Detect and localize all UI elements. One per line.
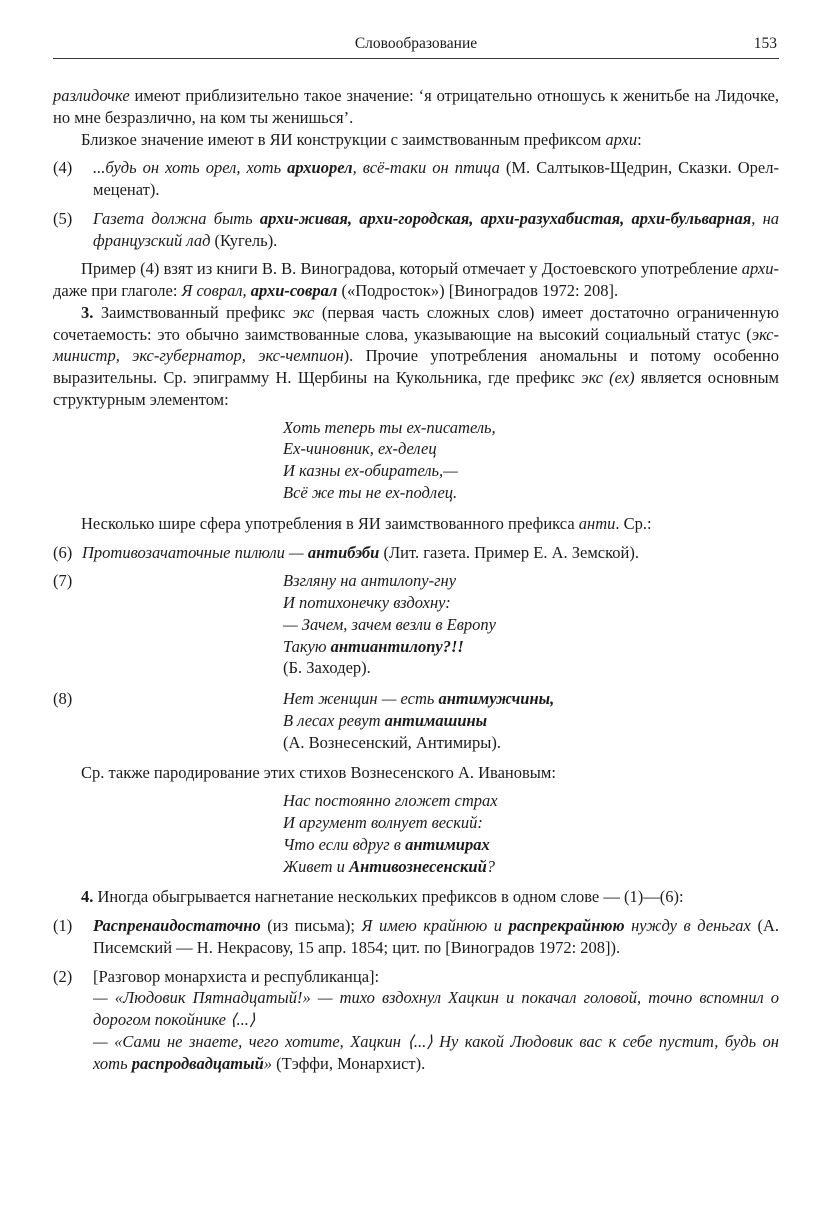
text-run: . Ср.: bbox=[615, 513, 652, 533]
text-run: (первая часть сложных слов) имеет достаточно ограниченную сочетаемость: это обычно заимствованные слова, указывающие на высокий социальный статус ( bbox=[53, 302, 779, 344]
numbered-example bbox=[53, 157, 779, 201]
text-run: Нет женщин — есть bbox=[283, 689, 439, 709]
text-run: разлидочке bbox=[53, 86, 130, 105]
running-title: Словообразование bbox=[354, 35, 478, 52]
text-run: (Тэффи, Монархист). bbox=[272, 1053, 426, 1073]
text-run: Антивознесенский bbox=[349, 856, 487, 876]
text-run: анти bbox=[578, 513, 616, 533]
verse-line bbox=[283, 834, 779, 856]
text-run: Что если вдруг в bbox=[283, 834, 406, 854]
text-run: антимужчины, bbox=[438, 689, 555, 709]
text-run: архи-живая, архи-городская, архи-разухабистая, архи-бульварная bbox=[259, 208, 752, 228]
text-run: (Лит. газета. Пример Е. А. Земской). bbox=[379, 542, 639, 562]
text-run: Распренаидостаточно bbox=[93, 916, 261, 936]
example-body bbox=[93, 966, 779, 1075]
text-run: антибэби bbox=[307, 542, 380, 562]
numbered-example bbox=[53, 542, 779, 564]
paragraph bbox=[53, 129, 779, 151]
text-run: Такую bbox=[283, 636, 331, 656]
verse-line bbox=[283, 438, 779, 460]
text-run: И аргумент волнует веский: bbox=[283, 812, 483, 832]
example-number: (8) bbox=[53, 689, 73, 709]
text-run: Всё же ты не ех-подлец. bbox=[283, 483, 458, 503]
text-run: [Разговор монархиста и республиканца]: bbox=[93, 966, 380, 986]
example-body bbox=[82, 542, 779, 564]
text-run: Нас постоянно гложет страх bbox=[283, 791, 498, 811]
numbered-example bbox=[53, 208, 779, 252]
text-run: Живет и bbox=[283, 856, 350, 876]
text-run: (А. Писемский — Н. Некрасову, 15 апр. 1854; цит. по [Виноградов 1972: 208]). bbox=[93, 916, 779, 957]
text-run: архи-соврал bbox=[250, 281, 338, 301]
numbered-example bbox=[53, 966, 779, 1075]
example-paragraph bbox=[93, 157, 779, 201]
text-run: , на французский лад bbox=[93, 208, 780, 250]
example-number: (6) bbox=[53, 542, 73, 562]
page-content bbox=[53, 85, 779, 1074]
verse-block bbox=[53, 570, 779, 679]
text-run: Ех-чиновник, ех-делец bbox=[283, 439, 437, 459]
verse-block bbox=[53, 790, 779, 877]
verse-block bbox=[53, 688, 779, 753]
paragraph bbox=[53, 513, 779, 535]
text-run: » bbox=[263, 1053, 273, 1073]
text-run: , всё-таки он птица bbox=[352, 158, 500, 178]
text-run: экс-министр, экс-губернатор, экс-чемпион bbox=[53, 324, 779, 366]
text-run: (из письма); bbox=[260, 916, 362, 936]
text-run: — «Сами не знаете, чего хотите, Хацкин ⟨...⟩ Ну какой Людовик вас к себе пустит, будь он хоть bbox=[93, 1031, 779, 1073]
verse-line bbox=[283, 482, 779, 504]
verse-line bbox=[283, 688, 779, 710]
text-run: архиорел bbox=[287, 158, 353, 178]
text-run: распрекрайнюю bbox=[508, 916, 625, 936]
text-run: ). Прочие употребления аномальны и потому особенно выразительны. Ср. эпиграмму Н. Щербины на Кукольника, где префикс bbox=[53, 346, 779, 388]
text-run: 4. bbox=[81, 887, 94, 907]
text-run: Близкое значение имеют в ЯИ конструкции с заимствованным префиксом bbox=[81, 129, 606, 149]
example-paragraph bbox=[93, 966, 779, 988]
text-run: нужду в деньгах bbox=[624, 916, 751, 936]
text-run: (Кугель). bbox=[210, 230, 278, 250]
verse-line bbox=[283, 732, 779, 754]
text-run: И потихонечку вздохну: bbox=[283, 593, 451, 613]
text-run: Иногда обыгрывается нагнетание нескольких префиксов в одном слове — (1)—(6): bbox=[93, 887, 684, 907]
text-run: В лесах ревут bbox=[283, 710, 385, 730]
example-body bbox=[93, 157, 779, 201]
verse-line bbox=[283, 592, 779, 614]
example-paragraph bbox=[82, 542, 779, 564]
text-run: Хоть теперь ты ех-писатель, bbox=[283, 417, 496, 437]
verse bbox=[283, 688, 779, 753]
example-paragraph bbox=[93, 915, 779, 959]
text-run: («Подросток») [Виноградов 1972: 208]. bbox=[337, 281, 619, 301]
example-number: (1) bbox=[53, 916, 73, 936]
text-run: ...будь он хоть орел, хоть bbox=[93, 158, 288, 178]
text-run: Пример (4) взят из книги В. В. Виноградова, который отмечает у Достоевского употребление bbox=[81, 259, 742, 279]
text-run: архи- bbox=[741, 259, 779, 279]
text-run: (М. Салтыков-Щедрин, Сказки. Орел-меценат). bbox=[93, 158, 779, 200]
text-run: Несколько шире сфера употребления в ЯИ заимствованного префикса bbox=[81, 513, 579, 533]
text-run: Заимствованный префикс bbox=[93, 302, 293, 322]
verse-line bbox=[283, 710, 779, 732]
example-paragraph bbox=[93, 987, 779, 1031]
paragraph bbox=[53, 886, 779, 908]
text-run: архи bbox=[605, 129, 638, 149]
verse-line bbox=[283, 812, 779, 834]
page-number: 153 bbox=[753, 35, 777, 52]
paragraph bbox=[53, 85, 779, 129]
text-run: Я соврал, bbox=[181, 281, 251, 301]
text-run: антимашины bbox=[384, 710, 488, 730]
verse-line bbox=[283, 460, 779, 482]
text-run: имеют приблизительно такое значение: ‘я отрицательно отношусь к женитьбе на Лидочке, но мне безразлично, на ком ты женишься’. bbox=[53, 86, 779, 127]
text-run: антимирах bbox=[405, 834, 490, 854]
text-run: Противозачаточные пилюли — bbox=[82, 542, 308, 562]
verse-line bbox=[283, 657, 779, 679]
page-header bbox=[53, 34, 779, 59]
text-run: даже при глаголе: bbox=[53, 281, 182, 301]
text-run: И казны ех-обиратель,— bbox=[283, 461, 458, 481]
verse-line bbox=[283, 790, 779, 812]
paragraph bbox=[53, 762, 779, 784]
example-paragraph bbox=[93, 1031, 779, 1075]
example-paragraph bbox=[93, 208, 779, 252]
text-run: — «Людовик Пятнадцатый!» — тихо вздохнул Хацкин и покачал головой, точно вспомнил о дорогом покойнике ⟨...⟩ bbox=[93, 988, 779, 1030]
text-run: Я имею крайнюю и bbox=[361, 916, 509, 936]
verse bbox=[283, 790, 779, 877]
verse-block bbox=[53, 417, 779, 504]
paragraph bbox=[53, 258, 779, 302]
text-run: ? bbox=[486, 856, 496, 876]
text-run: Взгляну на антилопу-гну bbox=[283, 571, 457, 591]
example-number: (7) bbox=[53, 571, 73, 591]
verse-line bbox=[283, 570, 779, 592]
text-run: — Зачем, зачем везли в Европу bbox=[283, 614, 496, 634]
verse-line bbox=[283, 614, 779, 636]
text-run: : bbox=[637, 129, 642, 149]
verse bbox=[283, 417, 779, 504]
numbered-example bbox=[53, 915, 779, 959]
text-run: 3. bbox=[81, 302, 94, 322]
text-run: экс (ех) bbox=[581, 368, 635, 388]
verse-line bbox=[283, 417, 779, 439]
example-body bbox=[93, 915, 779, 959]
text-run: антиантилопу?!! bbox=[330, 636, 464, 656]
text-run: является основным структурным элементом: bbox=[53, 368, 779, 409]
text-run: Ср. также пародирование этих стихов Вознесенского А. Ивановым: bbox=[81, 763, 556, 783]
example-body bbox=[93, 208, 779, 252]
text-run: экс bbox=[292, 302, 315, 322]
verse-line bbox=[283, 636, 779, 658]
example-number: (5) bbox=[53, 208, 73, 228]
text-run: (А. Вознесенский, Антимиры). bbox=[283, 732, 501, 752]
text-run: Газета должна быть bbox=[93, 208, 260, 228]
example-number: (2) bbox=[53, 966, 73, 986]
example-number: (4) bbox=[53, 158, 73, 178]
verse-line bbox=[283, 856, 779, 878]
paragraph bbox=[53, 302, 779, 411]
text-run: (Б. Заходер). bbox=[283, 658, 371, 678]
verse bbox=[283, 570, 779, 679]
text-run: распродвадцатый bbox=[131, 1053, 264, 1073]
